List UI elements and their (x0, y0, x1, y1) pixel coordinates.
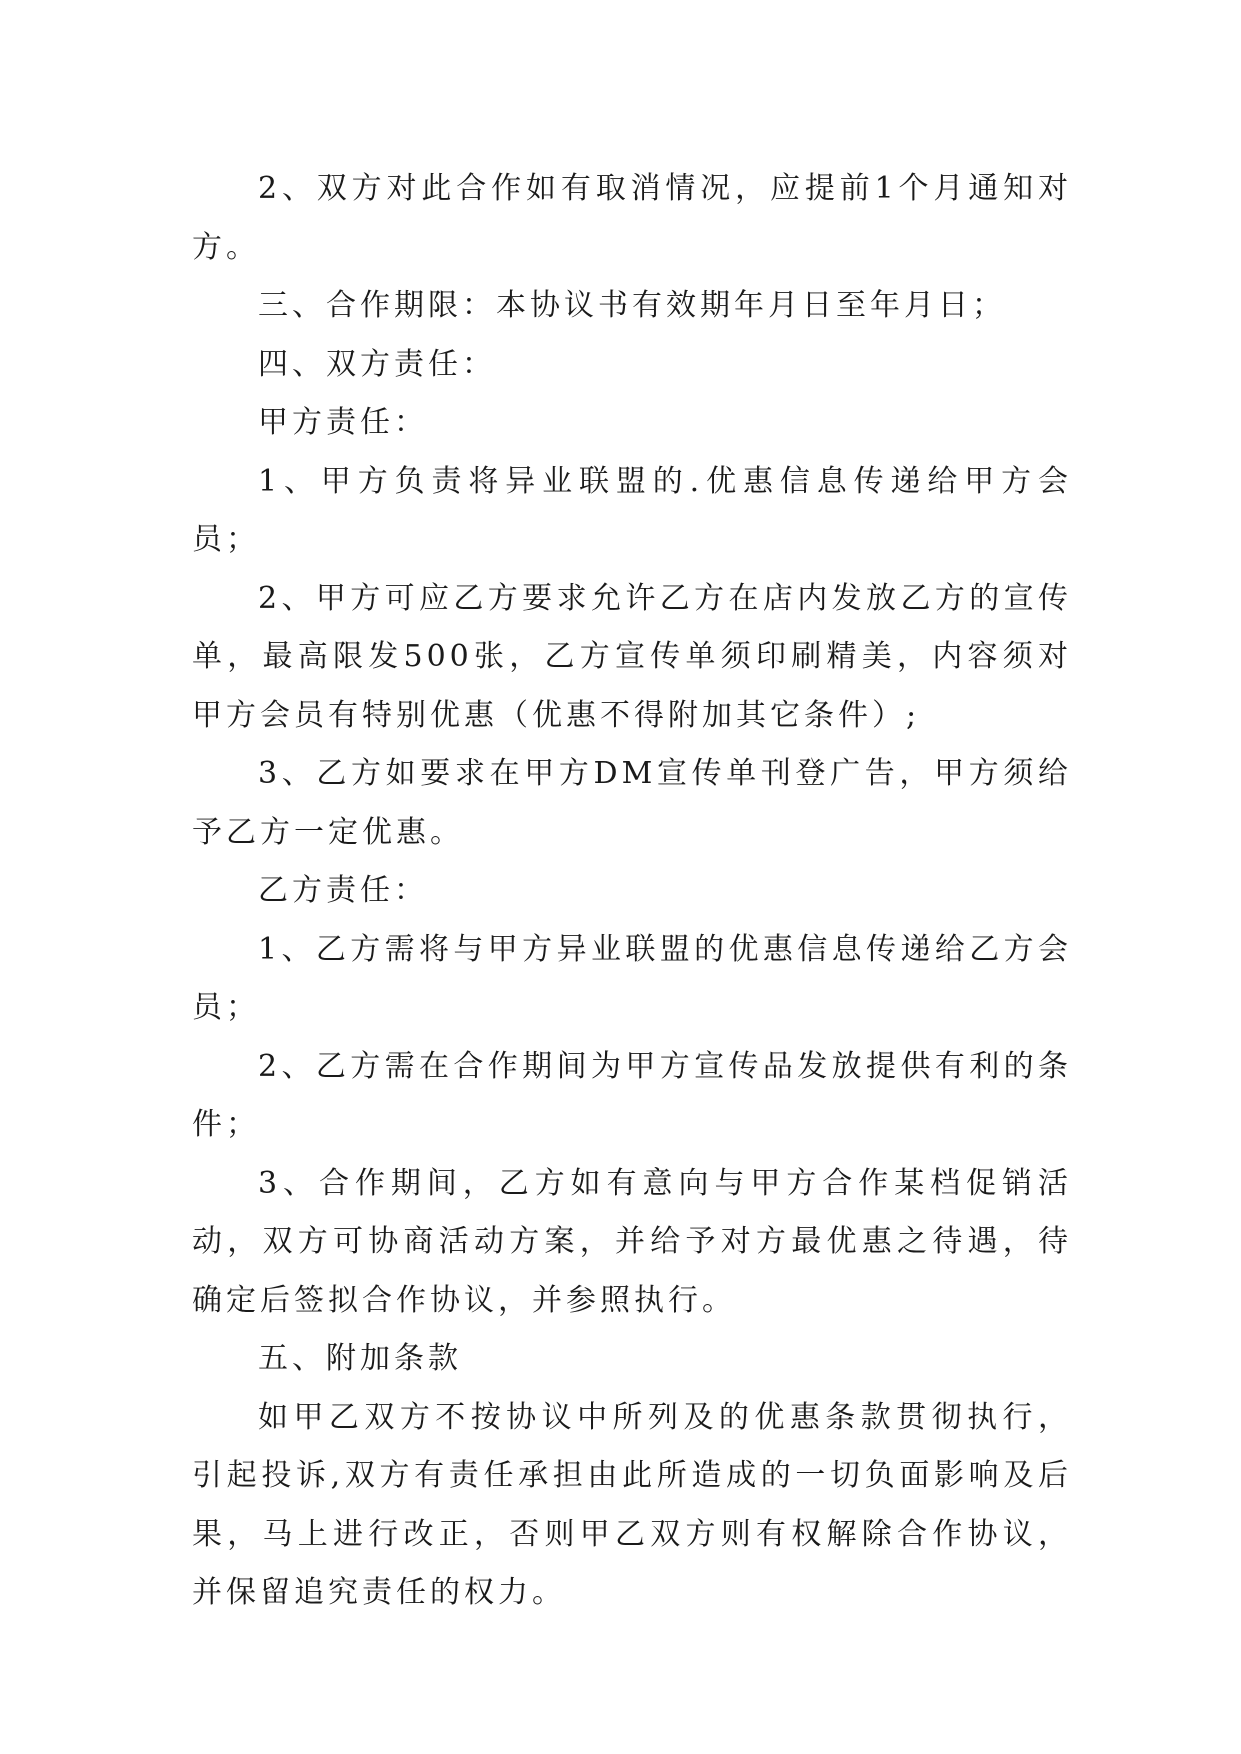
paragraph-cancellation-notice: 2、双方对此合作如有取消情况，应提前1个月通知对方。 (192, 171, 1072, 265)
document-body (192, 160, 1072, 1623)
paragraph-cooperation-term: 三、合作期限：本协议书有效期年月日至年月日； (258, 288, 1006, 323)
paragraph-party-a-item-1: 1、甲方负责将异业联盟的.优惠信息传递给甲方会员； (192, 463, 1072, 557)
paragraph-party-a-item-2: 2、甲方可应乙方要求允许乙方在店内发放乙方的宣传单，最高限发500张，乙方宣传单须印刷精美，内容须对甲方会员有特别优惠（优惠不得附加其它条件）; (192, 580, 1072, 733)
heading-additional-terms: 五、附加条款 (258, 1341, 462, 1376)
heading-party-a-responsibilities: 甲方责任： (258, 405, 428, 440)
paragraph-party-b-item-2: 2、乙方需在合作期间为甲方宣传品发放提供有利的条件； (192, 1048, 1072, 1142)
paragraph-additional-terms-body: 如甲乙双方不按协议中所列及的优惠条款贯彻执行，引起投诉,双方有责任承担由此所造成的一切负面影响及后果，马上进行改正，否则甲乙双方则有权解除合作协议，并保留追究责任的权力。 (192, 1399, 1072, 1610)
paragraph-party-b-item-3: 3、合作期间，乙方如有意向与甲方合作某档促销活动，双方可协商活动方案，并给予对方最优惠之待遇，待确定后签拟合作协议，并参照执行。 (192, 1165, 1072, 1318)
paragraph-party-a-item-3: 3、乙方如要求在甲方DM宣传单刊登广告，甲方须给予乙方一定优惠。 (192, 756, 1072, 850)
heading-party-b-responsibilities: 乙方责任： (258, 873, 428, 908)
heading-mutual-responsibilities: 四、双方责任： (258, 346, 496, 382)
paragraph-party-b-item-1: 1、乙方需将与甲方异业联盟的优惠信息传递给乙方会员； (192, 931, 1072, 1025)
